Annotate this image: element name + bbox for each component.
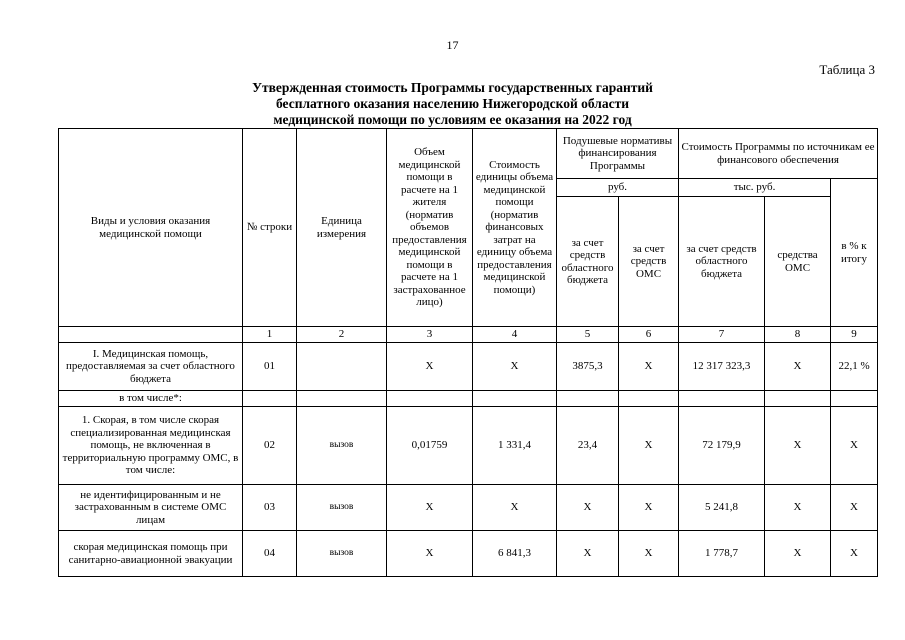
header-cost-oms: средства ОМС	[765, 197, 831, 327]
table-cell: 3875,3	[557, 343, 619, 391]
header-pc-oms: за счет средств ОМС	[619, 197, 679, 327]
table-cell: X	[619, 343, 679, 391]
title-line: Утвержденная стоимость Программы государственных гарантий	[252, 80, 653, 95]
table-cell: 0,01759	[387, 407, 473, 485]
table-cell: X	[765, 485, 831, 531]
header-percent: в % к итогу	[831, 179, 878, 327]
cost-table	[58, 128, 878, 577]
table-cell	[243, 391, 297, 407]
header-unit-rub: руб.	[557, 179, 679, 197]
table-cell: X	[765, 407, 831, 485]
title-line: медицинской помощи по условиям ее оказания на 2022 год	[273, 112, 632, 127]
table-cell	[297, 391, 387, 407]
table-cell: X	[831, 531, 878, 577]
header-unit-cost: Стоимость единицы объема медицинской помощи (норматив финансовых затрат на единицу объема предоставления медицинской помощи)	[473, 129, 557, 327]
column-number-cell: 1	[243, 327, 297, 343]
table-cell	[297, 343, 387, 391]
table-cell: X	[619, 407, 679, 485]
column-number-cell: 7	[679, 327, 765, 343]
header-per-capita-group: Подушевые нормативы финансирования Программы	[557, 129, 679, 179]
table-title	[0, 80, 905, 128]
table-cell: X	[387, 485, 473, 531]
table-row	[59, 407, 878, 485]
table-cell: 5 241,8	[679, 485, 765, 531]
row-name: 1. Скорая, в том числе скорая специализированная медицинская помощь, не включенная в территориальную программу ОМС, в том числе:	[59, 407, 243, 485]
header-type: Виды и условия оказания медицинской помощи	[59, 129, 243, 327]
table-cell: X	[387, 343, 473, 391]
table-cell: 1 778,7	[679, 531, 765, 577]
table-cell: X	[473, 343, 557, 391]
table-row	[59, 485, 878, 531]
table-cell: X	[765, 531, 831, 577]
table-cell: 22,1 %	[831, 343, 878, 391]
page-number: 17	[446, 38, 459, 52]
table-cell	[765, 391, 831, 407]
table-cell: X	[619, 485, 679, 531]
table-cell: 6 841,3	[473, 531, 557, 577]
table-cell: X	[557, 531, 619, 577]
title-line: бесплатного оказания населению Нижегородской области	[275, 96, 630, 111]
header-unit: Единица измерения	[297, 129, 387, 327]
table-cell: 03	[243, 485, 297, 531]
column-number-cell: 3	[387, 327, 473, 343]
column-number-cell	[59, 327, 243, 343]
table-cell: 23,4	[557, 407, 619, 485]
table-cell: 12 317 323,3	[679, 343, 765, 391]
table-cell: 01	[243, 343, 297, 391]
column-number-cell: 5	[557, 327, 619, 343]
table-cell: вызов	[297, 485, 387, 531]
column-number-cell: 4	[473, 327, 557, 343]
table-cell: X	[387, 531, 473, 577]
table-row	[59, 531, 878, 577]
table-label: Таблица 3	[819, 62, 875, 77]
column-number-row	[59, 327, 878, 343]
table-cell: X	[557, 485, 619, 531]
column-number-cell: 2	[297, 327, 387, 343]
column-number-cell: 6	[619, 327, 679, 343]
table-cell: X	[765, 343, 831, 391]
table-cell: X	[619, 531, 679, 577]
table-cell: 1 331,4	[473, 407, 557, 485]
header-unit-thousand-rub: тыс. руб.	[679, 179, 831, 197]
table-cell	[831, 391, 878, 407]
header-cost-budget: за счет средств областного бюджета	[679, 197, 765, 327]
table-cell: 04	[243, 531, 297, 577]
table-cell: вызов	[297, 407, 387, 485]
row-name: скорая медицинская помощь при санитарно-авиационной эвакуации	[59, 531, 243, 577]
table-cell: X	[831, 407, 878, 485]
header-pc-budget: за счет средств областного бюджета	[557, 197, 619, 327]
header-cost-group: Стоимость Программы по источникам ее финансового обеспечения	[679, 129, 878, 179]
header-volume: Объем медицинской помощи в расчете на 1 жителя (норматив объемов предоставления медицинской помощи в расчете на 1 застрахованное лицо)	[387, 129, 473, 327]
table-cell: 02	[243, 407, 297, 485]
table-cell: вызов	[297, 531, 387, 577]
column-number-cell: 8	[765, 327, 831, 343]
row-name: не идентифицированным и не застрахованным в системе ОМС лицам	[59, 485, 243, 531]
table-row	[59, 391, 878, 407]
table-cell	[679, 391, 765, 407]
row-name: I. Медицинская помощь, предоставляемая за счет областного бюджета	[59, 343, 243, 391]
table-cell	[473, 391, 557, 407]
table-cell: 72 179,9	[679, 407, 765, 485]
table-cell	[619, 391, 679, 407]
row-name: в том числе*:	[59, 391, 243, 407]
table-row	[59, 343, 878, 391]
table-cell: X	[473, 485, 557, 531]
table-cell	[387, 391, 473, 407]
column-number-cell: 9	[831, 327, 878, 343]
header-row-no: № строки	[243, 129, 297, 327]
table-cell: X	[831, 485, 878, 531]
table-cell	[557, 391, 619, 407]
